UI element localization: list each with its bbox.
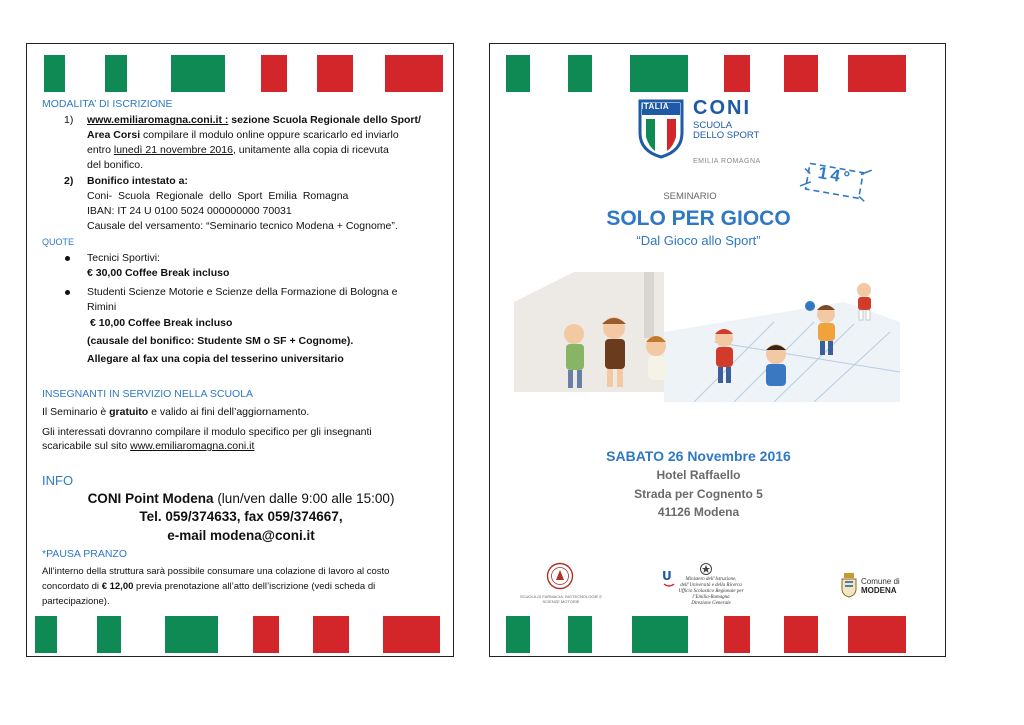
pausa-price: € 12,00 (101, 581, 134, 592)
bonifico-label: Bonifico intestato a: (87, 175, 188, 187)
insegnanti-line (42, 405, 309, 420)
flag-stripe-green (165, 616, 218, 653)
quote-price: € 30,00 Coffee Break incluso (87, 267, 230, 279)
miur-line: Direzione Generale (691, 601, 731, 606)
phone-fax: Tel. 059/374633, fax 059/374667, (139, 509, 343, 524)
quote-item: Studenti Scienze Motorie e Scienze della Formazione di Bologna e (87, 286, 398, 298)
logo-sport: DELLO SPORT (693, 130, 760, 141)
step-number: 1) (64, 114, 74, 126)
logo-region: EMILIA ROMAGNA (693, 158, 761, 165)
site-link[interactable]: www.emiliaromagna.coni.it (130, 440, 255, 452)
flag-stripe-green (568, 55, 592, 92)
site-link[interactable]: www.emiliaromagna.coni.it : (87, 114, 229, 126)
step-1-line: del bonifico. (87, 159, 144, 171)
step-1-line (87, 143, 430, 158)
site-rest: sezione Scuola Regionale dello Sport/ (228, 114, 421, 126)
insegnanti-heading: INSEGNANTI IN SERVIZIO NELLA SCUOLA (42, 388, 254, 400)
bonifico-recipient: Coni- Scuola Regionale dello Sport Emilia Romagna (87, 190, 349, 202)
flag-stripe-red (385, 55, 443, 92)
flag-stripe-green (506, 55, 530, 92)
flag-stripe-red (313, 616, 349, 653)
children-playing-illustration (514, 262, 900, 402)
step-number: 2) (64, 175, 74, 187)
venue-street: Strada per Cognento 5 (634, 487, 763, 501)
pausa-heading: *PAUSA PRANZO (42, 548, 127, 560)
line-text: compilare il modulo online oppure scaricarlo ed inviarlo (140, 129, 399, 141)
deadline-date: lunedì 21 novembre 2016 (113, 144, 233, 156)
venue-city: 41126 Modena (657, 505, 740, 519)
miur-line: Ministero dell’Istruzione, (685, 577, 737, 582)
flag-stripe-red (253, 616, 279, 653)
iban: IBAN: IT 24 U 0100 5024 000000000 70031 (87, 205, 292, 217)
left-page (26, 43, 454, 657)
logo-italia: ITALIA (641, 102, 670, 111)
quote-note: (causale del bonifico: Studente SM o SF + Cognome). (87, 335, 354, 347)
logo-coni: CONI (693, 97, 751, 119)
iscrizione-heading: MODALITA’ DI ISCRIZIONE (42, 98, 173, 110)
usr-logo (662, 566, 676, 588)
email[interactable]: e-mail modena@coni.it (167, 528, 315, 543)
line-text: e valido ai fini dell’aggiornamento. (148, 406, 310, 418)
line-text: entro (87, 144, 114, 156)
flag-stripe-red (784, 55, 818, 92)
pausa-line: All’interno della struttura sarà possibile consumare una colazione di lavoro al costo (42, 566, 390, 577)
seminario-label: SEMINARIO (663, 191, 717, 202)
republic-emblem-icon (699, 562, 713, 576)
event-subtitle: “Dal Gioco allo Sport” (636, 233, 761, 248)
insegnanti-line (42, 439, 254, 454)
line-text: Il Seminario è (42, 406, 110, 418)
line-text: scaricabile sul sito (42, 440, 131, 452)
info-line (27, 490, 455, 508)
quote-item: Tecnici Sportivi: (87, 252, 160, 264)
right-page (489, 43, 946, 657)
flag-stripe-green (105, 55, 127, 92)
flag-stripe-green (97, 616, 121, 653)
miur-line: Ufficio Scolastico Regionale per l’Emilia-Romagna (678, 589, 744, 600)
quote-heading: QUOTE (42, 237, 75, 247)
flag-stripe-green (632, 616, 688, 653)
comune-label: Comune di (861, 577, 900, 586)
flag-stripe-green (35, 616, 57, 653)
edition-number: 14° (816, 163, 855, 188)
area-corsi: Area Corsi (87, 129, 141, 141)
step-1-line (87, 113, 430, 128)
bullet (65, 290, 70, 295)
event-title: SOLO PER GIOCO (606, 207, 791, 230)
miur-line: dell’Università e della Ricerca (680, 583, 742, 588)
flag-stripe-red (724, 55, 750, 92)
insegnanti-line: Gli interessati dovranno compilare il modulo specifico per gli insegnanti (42, 426, 372, 438)
coni-point: CONI Point Modena (87, 491, 214, 506)
flag-stripe-red (724, 616, 750, 653)
flag-stripe-green (568, 616, 592, 653)
flag-stripe-red (848, 55, 906, 92)
modena-coat-of-arms (840, 572, 858, 598)
line-text: , unitamente alla copia di ricevuta (232, 144, 389, 156)
flag-stripe-green (630, 55, 688, 92)
flag-stripe-red (784, 616, 818, 653)
line-text: previa prenotazione all’atto dell’iscrizione (vedi scheda di (133, 581, 376, 592)
comune-name: MODENA (861, 586, 897, 595)
quote-item: Rimini (87, 301, 117, 313)
gratuito: gratuito (109, 406, 149, 418)
info-heading: INFO (42, 473, 74, 488)
pausa-line (42, 580, 375, 595)
flag-stripe-red (848, 616, 906, 653)
causale: Causale del versamento: “Seminario tecnico Modena + Cognome”. (87, 220, 398, 232)
flag-stripe-red (317, 55, 353, 92)
flag-stripe-red (383, 616, 440, 653)
step-1-line (87, 128, 430, 143)
bullet (65, 256, 70, 261)
line-text: concordato di (42, 581, 102, 592)
quote-price: € 10,00 Coffee Break incluso (90, 317, 233, 329)
flag-stripe-green (506, 616, 530, 653)
event-date: SABATO 26 Novembre 2016 (606, 448, 791, 464)
venue-name: Hotel Raffaello (656, 468, 741, 482)
svg-text:U: U (662, 569, 672, 583)
flag-stripe-green (44, 55, 65, 92)
quote-note: Allegare al fax una copia del tesserino universitario (87, 353, 344, 365)
flag-stripe-green (171, 55, 225, 92)
miur-caption (676, 577, 746, 607)
unibo-seal-logo (546, 562, 574, 590)
pausa-line: partecipazione). (42, 596, 110, 607)
hours: (lun/ven dalle 9:00 alle 15:00) (213, 491, 395, 506)
flag-stripe-red (261, 55, 287, 92)
logo-scuola: SCUOLA (693, 120, 733, 131)
unibo-caption: SCUOLA DI FARMACIA, BIOTECNOLOGIE E SCIENZE MOTORIE (519, 594, 603, 604)
